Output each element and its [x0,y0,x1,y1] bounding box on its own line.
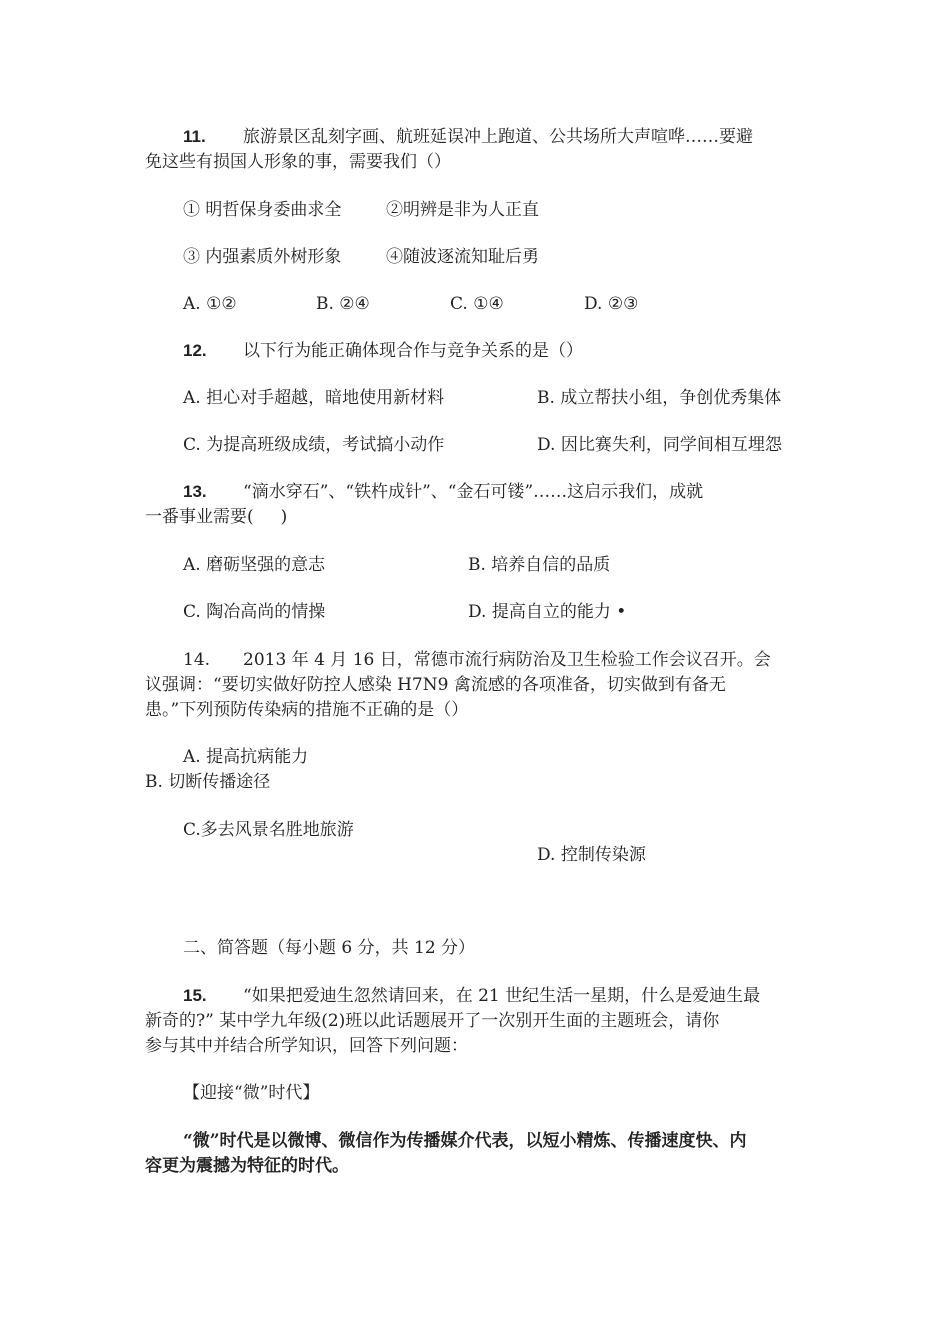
q11-line2: 免这些有损国人形象的事，需要我们（） [145,152,451,172]
q13-option-a: A. 磨砺坚强的意志 [183,555,326,575]
q15-line2: 新奇的?” 某中学九年级(2)班以此话题展开了一次别开生面的主题班会，请你 [145,1011,720,1031]
q12-option-c: C. 为提高班级成绩，考试搞小动作 [183,435,445,455]
q15-number: 15. [183,986,207,1005]
q14-text-line1: 2013 年 4 月 16 日，常德市流行病防治及卫生检验工作会议召开。会 [243,650,771,670]
q15-text-line1: “如果把爱迪生忽然请回来，在 21 世纪生活一星期，什么是爱迪生最 [243,986,761,1006]
q14-number: 14. [183,650,211,670]
q13-number: 13. [183,482,207,501]
q11-line1 [183,125,753,149]
q12-option-a: A. 担心对手超越，暗地使用新材料 [183,388,445,408]
q11-statement-1: ① 明哲保身委曲求全 [183,200,342,220]
section2-heading: 二、简答题（每小题 6 分，共 12 分） [183,938,476,958]
q11-text-line1: 旅游景区乱刻字画、航班延误冲上跑道、公共场所大声喧哗……要避 [243,127,753,147]
q13-line2: 一番事业需要( ) [145,507,288,527]
q13-line1 [183,480,703,504]
q12-line1 [183,339,583,363]
q11-statement-4: ④随波逐流知耻后勇 [386,247,539,267]
q13-option-d: D. 提高自立的能力 • [468,602,627,622]
q15-subheading: 【迎接“微”时代】 [183,1083,320,1103]
q12-number: 12. [183,341,207,360]
q11-statement-3: ③ 内强素质外树形象 [183,247,342,267]
q14-line2: 议强调：“要切实做好防控人感染 H7N9 禽流感的各项准备，切实做到有备无 [145,675,726,695]
q11-option-c: C. ①④ [450,294,504,314]
q14-line3: 患。”下列预防传染病的措施不正确的是（） [145,700,469,720]
q12-text: 以下行为能正确体现合作与竞争关系的是（） [243,341,583,361]
q13-option-b: B. 培养自信的品质 [468,555,611,575]
q15-line3: 参与其中并结合所学知识，回答下列问题： [145,1036,468,1056]
q15-bold-line2: 容更为震撼为特征的时代。 [145,1156,349,1176]
q14-line1 [183,648,771,672]
q14-option-c: C.多去风景名胜地旅游 [183,820,354,840]
q12-option-d: D. 因比赛失利，同学间相互埋怨 [537,435,782,455]
q15-line1 [183,984,760,1008]
q11-option-b: B. ②④ [316,294,370,314]
q11-option-a: A. ①② [183,294,237,314]
q14-option-b: B. 切断传播途径 [145,772,271,792]
q15-bold-line1: “微”时代是以微博、微信作为传播媒介代表，以短小精炼、传播速度快、内 [183,1131,747,1151]
q13-text-line1: “滴水穿石”、“铁杵成针”、“金石可镂”……这启示我们，成就 [243,482,704,502]
q11-number: 11. [183,127,206,146]
q14-option-a: A. 提高抗病能力 [183,747,309,767]
q14-option-d: D. 控制传染源 [537,845,646,865]
q13-option-c: C. 陶冶高尚的情操 [183,602,326,622]
q12-option-b: B. 成立帮扶小组，争创优秀集体 [537,388,782,408]
q11-statement-2: ②明辨是非为人正直 [386,200,539,220]
q11-option-d: D. ②③ [584,294,639,314]
